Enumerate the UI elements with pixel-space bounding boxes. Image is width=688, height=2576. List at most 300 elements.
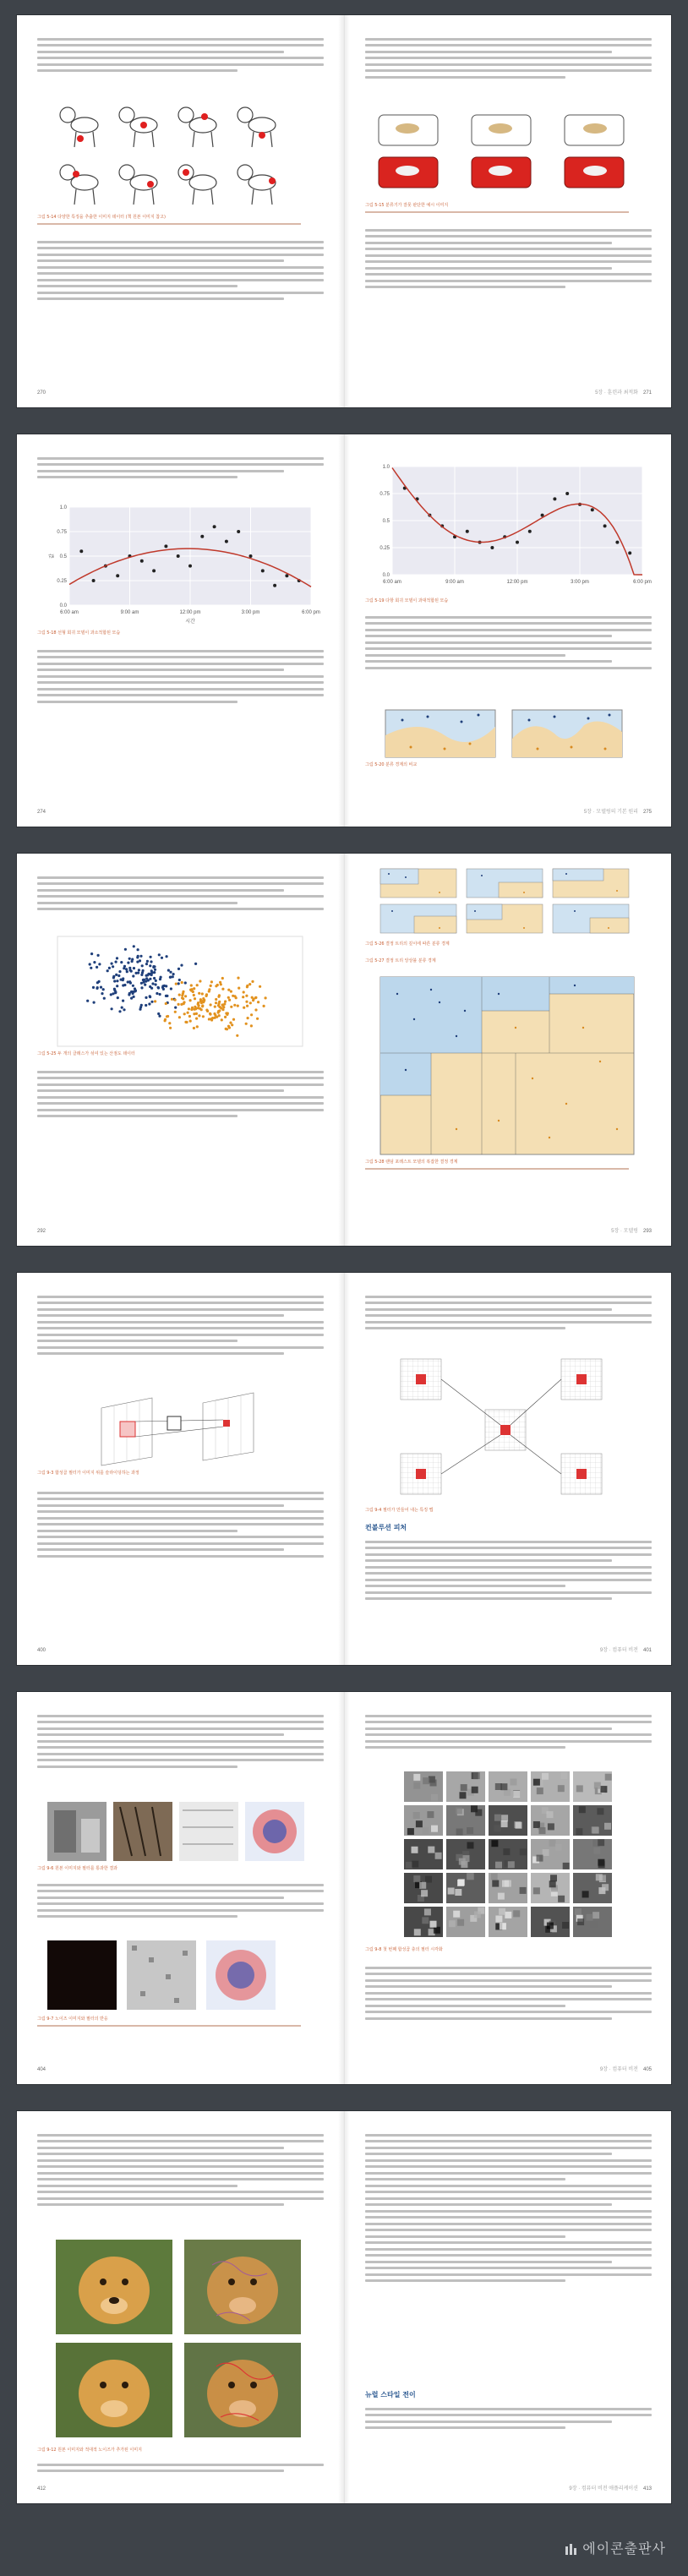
filter-texture (406, 1862, 412, 1869)
data-point (101, 992, 103, 995)
filter-texture (501, 1820, 508, 1827)
filter-texture (513, 1910, 520, 1917)
filter-texture (563, 1863, 570, 1869)
data-point (129, 969, 132, 971)
data-point (166, 955, 168, 958)
body-text (365, 1291, 652, 1334)
scatter-svg (57, 936, 303, 1046)
filter-texture (413, 1774, 420, 1781)
data-point (171, 998, 173, 1001)
y-tick-label: 0.5 (382, 519, 390, 524)
filter-texture (550, 1875, 557, 1881)
filter-texture (422, 1827, 429, 1834)
data-point (154, 1000, 156, 1002)
x-tick-label: 6:00 am (60, 610, 79, 615)
data-point (181, 996, 183, 999)
page-271 (344, 15, 672, 407)
data-point (166, 995, 168, 997)
scatter-chart-overfit (370, 460, 652, 595)
data-point (149, 985, 151, 988)
data-point (161, 986, 164, 989)
spread-5 (17, 1692, 671, 2084)
data-point (188, 565, 192, 568)
data-point (197, 1003, 199, 1006)
data-point (259, 985, 261, 988)
data-point (89, 963, 91, 965)
data-point (177, 1003, 180, 1006)
data-point (145, 963, 148, 965)
filter-texture (475, 1809, 482, 1816)
data-point (210, 980, 213, 983)
data-point (183, 1012, 186, 1015)
filter-texture (463, 1855, 470, 1862)
data-point (111, 1007, 113, 1010)
data-point (153, 977, 156, 980)
spread-2 (17, 434, 671, 827)
data-point (157, 1012, 160, 1015)
data-point (116, 985, 118, 987)
filter-texture (549, 1880, 556, 1887)
filter-texture (605, 1774, 612, 1781)
body-text (365, 1711, 652, 1753)
data-point (202, 1015, 205, 1018)
data-point (263, 1005, 265, 1007)
filter-texture (516, 1822, 522, 1829)
filter-texture (542, 1773, 549, 1780)
data-point (214, 1006, 216, 1008)
data-point (221, 1018, 223, 1021)
data-point (228, 999, 231, 1001)
data-point (153, 971, 156, 974)
filter-texture (594, 1782, 601, 1789)
figure-caption: 그림 9-4 필터가 만들어 내는 특징 맵 (365, 1508, 434, 1513)
filter-texture (597, 1808, 603, 1815)
data-point (128, 980, 131, 983)
data-point (155, 980, 157, 982)
data-point (155, 983, 157, 985)
data-point (237, 1005, 239, 1007)
filter-texture (431, 1794, 438, 1801)
data-point (227, 989, 230, 991)
filter-texture (422, 1917, 429, 1924)
section-heading: 뉴럴 스타일 전이 (365, 2391, 416, 2399)
filter-texture (455, 1889, 461, 1896)
filter-texture (587, 1914, 593, 1921)
filter-texture (495, 1862, 502, 1869)
x-tick-label: 6:00 pm (633, 580, 652, 585)
data-point (189, 999, 192, 1001)
data-point (164, 544, 167, 548)
data-point (246, 1005, 248, 1007)
data-point (221, 988, 224, 991)
page-number: 9장 · 컴퓨터 비전 401 (599, 1648, 652, 1653)
filter-texture (430, 1780, 437, 1787)
filter-texture (547, 1811, 554, 1818)
filter-texture (593, 1847, 600, 1854)
data-point (157, 986, 160, 989)
filter-texture (467, 1827, 473, 1834)
classification-boundary-figures (385, 710, 631, 757)
filter-texture (425, 1876, 432, 1883)
filter-texture (598, 1861, 605, 1868)
data-point (108, 967, 111, 969)
body-text (37, 2459, 324, 2476)
convolution-diagram (93, 1391, 270, 1467)
data-point (161, 957, 163, 959)
body-text (365, 2130, 652, 2286)
data-point (149, 995, 151, 997)
data-point (199, 998, 202, 1001)
data-point (200, 535, 204, 538)
spread-1 (17, 15, 671, 407)
data-point (193, 987, 195, 990)
filter-texture (449, 1920, 456, 1927)
x-tick-label: 12:00 pm (179, 610, 201, 615)
filter-texture (412, 1861, 418, 1868)
data-point (242, 996, 244, 998)
filter-texture (558, 1785, 565, 1792)
data-point (187, 1012, 189, 1014)
data-point (130, 991, 133, 993)
body-text (365, 34, 652, 82)
body-text (37, 1067, 324, 1122)
data-point (93, 961, 96, 963)
filter-texture (604, 1823, 611, 1830)
data-point (115, 961, 117, 963)
filter-texture (543, 1849, 549, 1856)
page-293 (344, 854, 672, 1246)
data-point (224, 1016, 227, 1018)
filter-texture (457, 1880, 464, 1886)
filter-texture (494, 1825, 501, 1831)
data-point (169, 971, 172, 974)
filter-texture (577, 1918, 584, 1925)
data-point (490, 546, 494, 549)
noise-image-grid (47, 1940, 309, 2011)
filter-texture (413, 1782, 420, 1789)
filter-texture (427, 1811, 434, 1818)
data-point (172, 975, 174, 978)
data-point (218, 1014, 221, 1017)
body-text (37, 237, 324, 304)
data-point (142, 979, 145, 981)
figure-caption: 그림 5-25 두 개의 클래스가 섞여 있는 산점도 데이터 (37, 1051, 135, 1056)
filter-texture (414, 1929, 421, 1935)
data-point (216, 984, 219, 986)
x-tick-label: 6:00 am (383, 580, 401, 585)
data-point (97, 954, 100, 957)
data-point (174, 1007, 177, 1009)
data-point (153, 965, 156, 968)
data-point (215, 998, 217, 1001)
body-text (37, 646, 324, 707)
filter-texture (424, 1908, 431, 1915)
y-tick-label: 0.25 (57, 579, 67, 584)
data-point (196, 1025, 199, 1028)
data-point (250, 1024, 253, 1027)
filter-visualization-grid (404, 1771, 615, 1940)
data-point (128, 993, 130, 996)
data-point (528, 530, 532, 533)
data-point (140, 974, 143, 976)
filter-tile (531, 1805, 570, 1836)
filter-texture (503, 1848, 510, 1855)
data-point (201, 1000, 204, 1002)
data-point (168, 1022, 171, 1024)
data-point (166, 1015, 168, 1018)
filter-texture (576, 1785, 583, 1792)
data-point (150, 973, 152, 975)
page-number: 400 (37, 1648, 46, 1653)
figure-caption: 그림 9-3 합성곱 필터가 이미지 위를 슬라이딩하는 과정 (37, 1471, 139, 1476)
data-point (196, 984, 199, 986)
data-point (116, 574, 119, 577)
page-number: 274 (37, 810, 46, 815)
page-number: 5장 · 모델링의 기본 원리 275 (583, 810, 652, 815)
data-point (133, 967, 135, 969)
filter-texture (520, 1887, 527, 1894)
filter-texture (560, 1772, 567, 1779)
filter-texture (591, 1839, 598, 1846)
data-point (117, 974, 120, 977)
publisher-mark-icon (565, 2543, 577, 2555)
spread-6 (17, 2111, 671, 2503)
data-point (178, 1016, 181, 1018)
data-point (195, 1012, 198, 1015)
filter-texture (508, 1861, 515, 1868)
body-text (365, 1962, 652, 2023)
figure-caption: 그림 9-12 원본 이미지와 적대적 노이즈가 추가된 이미지 (37, 2448, 142, 2453)
page-404 (17, 1692, 344, 2084)
data-point (232, 1018, 235, 1021)
filter-texture (562, 1922, 569, 1929)
page-274 (17, 434, 344, 827)
data-point (150, 956, 152, 958)
data-point (106, 969, 109, 972)
chart-svg (370, 460, 652, 595)
data-point (93, 1001, 96, 1004)
filter-texture (533, 1821, 540, 1828)
page-275 (344, 434, 672, 827)
filter-texture (500, 1923, 506, 1929)
data-point (603, 524, 607, 527)
data-point (133, 945, 135, 947)
data-point (233, 1004, 236, 1007)
feature-map-diagram (392, 1351, 620, 1503)
page-number: 412 (37, 2486, 46, 2491)
data-point (189, 1020, 192, 1023)
data-point (126, 970, 128, 973)
data-point (128, 958, 131, 960)
data-point (194, 1008, 196, 1011)
two-class-scatter (57, 936, 303, 1046)
data-point (113, 980, 116, 982)
filter-texture (502, 1880, 509, 1887)
page-400 (17, 1273, 344, 1665)
data-point (154, 969, 156, 971)
filter-texture (537, 1855, 543, 1862)
data-point (96, 981, 99, 984)
filter-texture (413, 1875, 420, 1882)
y-tick-label: 0.0 (382, 573, 390, 578)
body-text (37, 872, 324, 914)
data-point (92, 579, 96, 582)
data-point (193, 1027, 195, 1029)
filter-texture (434, 1927, 440, 1934)
data-point (100, 986, 102, 989)
filter-texture (467, 1873, 474, 1880)
figure-caption: 그림 5-14 다양한 특징을 추출한 이미지 데이터 (책 원본 이미지 참고) (37, 215, 324, 227)
filter-texture (412, 1847, 418, 1853)
data-point (141, 964, 144, 967)
data-point (225, 540, 228, 543)
filter-texture (431, 1826, 438, 1832)
filter-tile (489, 1907, 527, 1937)
x-tick-label: 9:00 am (120, 610, 139, 615)
random-forest-boundary (380, 977, 634, 1154)
data-point (194, 997, 196, 1000)
data-point (122, 979, 124, 981)
body-text (37, 1711, 324, 1771)
data-point (148, 1002, 150, 1005)
data-point (198, 1014, 200, 1017)
data-point (167, 969, 170, 972)
figure-caption: 그림 9-6 원본 이미지와 필터를 통과한 결과 (37, 1866, 117, 1871)
data-point (132, 985, 134, 987)
filter-texture (413, 1812, 420, 1819)
data-point (243, 991, 245, 993)
x-tick-label: 3:00 pm (571, 580, 589, 585)
body-text (365, 1536, 652, 1604)
data-point (188, 1007, 190, 1010)
filter-texture (600, 1786, 607, 1793)
data-point (213, 1012, 216, 1015)
data-point (132, 974, 134, 977)
filter-texture (558, 1896, 565, 1902)
body-text (365, 225, 652, 292)
data-point (190, 984, 193, 986)
data-point (245, 995, 248, 997)
data-point (165, 1002, 167, 1005)
data-point (248, 983, 251, 985)
data-point (184, 981, 187, 984)
data-point (243, 1007, 245, 1009)
sofa-illustration (370, 106, 641, 199)
data-point (90, 952, 93, 955)
data-point (134, 987, 136, 990)
data-point (273, 584, 276, 587)
figure-caption: 그림 5-18 선형 회귀 모델이 과소적합된 모습 (37, 630, 121, 636)
data-point (181, 981, 183, 984)
data-point (96, 987, 98, 990)
page-270 (17, 15, 344, 407)
filter-texture (547, 1923, 554, 1929)
data-point (565, 492, 569, 495)
body-text (37, 1291, 324, 1359)
data-point (178, 994, 181, 996)
data-point (112, 965, 114, 968)
filter-texture (592, 1912, 599, 1918)
page-412 (17, 2111, 344, 2503)
data-point (174, 1011, 177, 1013)
data-point (221, 1004, 224, 1007)
filter-texture (579, 1806, 586, 1813)
data-point (92, 986, 95, 989)
data-point (516, 541, 519, 544)
data-point (247, 1017, 249, 1019)
filter-texture (453, 1911, 460, 1918)
figure-caption: 그림 5-27 결정 트리 앙상블 분류 경계 (365, 958, 436, 963)
data-point (180, 964, 183, 967)
filter-texture (590, 1921, 597, 1928)
data-point (125, 968, 128, 970)
figure-caption: 그림 5-20 분류 경계의 비교 (365, 762, 418, 767)
data-point (194, 963, 197, 965)
data-point (198, 992, 200, 995)
data-point (113, 989, 116, 991)
data-point (218, 1009, 221, 1012)
data-point (190, 1008, 193, 1011)
data-point (230, 991, 232, 993)
page-292 (17, 854, 344, 1246)
data-point (208, 990, 210, 992)
figure-caption: 그림 9-8 첫 번째 합성곱 층의 필터 시각화 (365, 1947, 443, 1952)
spread-4 (17, 1273, 671, 1665)
filter-tile (489, 1771, 527, 1802)
section-heading: 컨볼루션 피처 (365, 1524, 407, 1531)
data-point (193, 994, 195, 996)
data-point (231, 1023, 233, 1026)
filter-texture (435, 1853, 442, 1859)
data-point (229, 1022, 232, 1024)
data-point (237, 530, 240, 533)
filter-texture (491, 1840, 498, 1847)
filter-texture (492, 1880, 499, 1887)
data-point (183, 1001, 185, 1003)
data-point (238, 987, 240, 990)
scatter-chart-underfit (47, 500, 318, 625)
filter-image-grid (47, 1802, 309, 1863)
data-point (233, 995, 236, 997)
data-point (139, 955, 142, 958)
filter-texture (549, 1840, 556, 1847)
data-point (615, 541, 619, 544)
publisher-logo: 에이콘출판사 (565, 2538, 666, 2557)
filter-texture (513, 1791, 520, 1798)
filter-texture (520, 1848, 527, 1855)
filter-texture (499, 1908, 505, 1915)
data-point (151, 982, 154, 985)
filter-texture (423, 1777, 429, 1784)
figure-caption: 그림 9-7 노이즈 이미지와 필터의 반응 (37, 2017, 324, 2029)
data-point (230, 1006, 232, 1008)
data-point (137, 972, 139, 974)
y-axis-label: 값 (49, 554, 55, 559)
data-point (137, 948, 139, 951)
filter-texture (533, 1887, 540, 1894)
data-point (192, 991, 194, 993)
filter-texture (498, 1893, 505, 1900)
data-point (237, 977, 239, 980)
data-point (210, 1003, 212, 1006)
data-point (116, 980, 118, 982)
filter-texture (472, 1787, 478, 1793)
data-point (111, 963, 113, 965)
data-point (133, 996, 135, 998)
filter-texture (460, 1792, 467, 1798)
data-point (205, 1009, 208, 1012)
filter-texture (494, 1815, 501, 1821)
